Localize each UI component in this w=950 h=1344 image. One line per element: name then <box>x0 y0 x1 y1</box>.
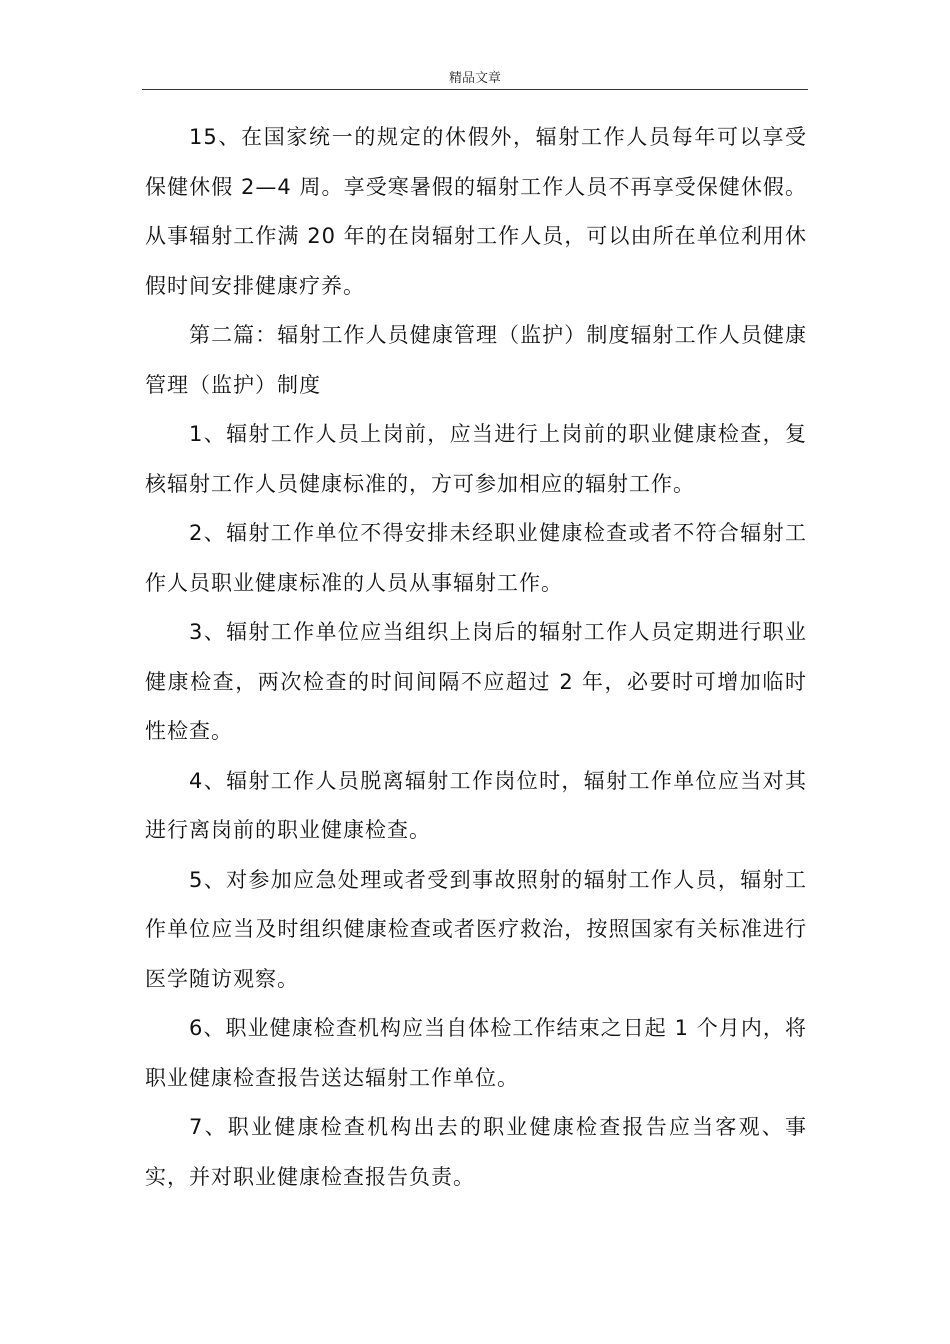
paragraph-item-1: 1、辐射工作人员上岗前，应当进行上岗前的职业健康检查，复核辐射工作人员健康标准的，方可参加相应的辐射工作。 <box>145 422 807 496</box>
paragraph-section-title: 第二篇：辐射工作人员健康管理（监护）制度辐射工作人员健康管理（监护）制度 <box>145 323 807 397</box>
paragraph-item-2: 2、辐射工作单位不得安排未经职业健康检查或者不符合辐射工作人员职业健康标准的人员从事辐射工作。 <box>145 521 807 595</box>
paragraph-item-4: 4、辐射工作人员脱离辐射工作岗位时，辐射工作单位应当对其进行离岗前的职业健康检查。 <box>145 768 807 842</box>
page-header-title: 精品文章 <box>448 71 501 86</box>
paragraph-15-leave: 15、在国家统一的规定的休假外，辐射工作人员每年可以享受保健休假 2—4 周。享受寒暑假的辐射工作人员不再享受保健休假。从事辐射工作满 20 年的在岗辐射工作人员，可以由所在单位利用休假时间安排健康疗养。 <box>145 125 807 298</box>
paragraph-item-5: 5、对参加应急处理或者受到事故照射的辐射工作人员，辐射工作单位应当及时组织健康检查或者医疗救治，按照国家有关标准进行医学随访观察。 <box>145 867 807 991</box>
paragraph-item-6: 6、职业健康检查机构应当自体检工作结束之日起 1 个月内，将职业健康检查报告送达辐射工作单位。 <box>145 1016 807 1090</box>
header-divider <box>142 89 808 90</box>
paragraph-item-3: 3、辐射工作单位应当组织上岗后的辐射工作人员定期进行职业健康检查，两次检查的时间间隔不应超过 2 年，必要时可增加临时性检查。 <box>145 620 807 743</box>
document-body <box>145 113 807 1202</box>
paragraph-item-7: 7、职业健康检查机构出去的职业健康检查报告应当客观、事实，并对职业健康检查报告负责。 <box>145 1115 807 1189</box>
